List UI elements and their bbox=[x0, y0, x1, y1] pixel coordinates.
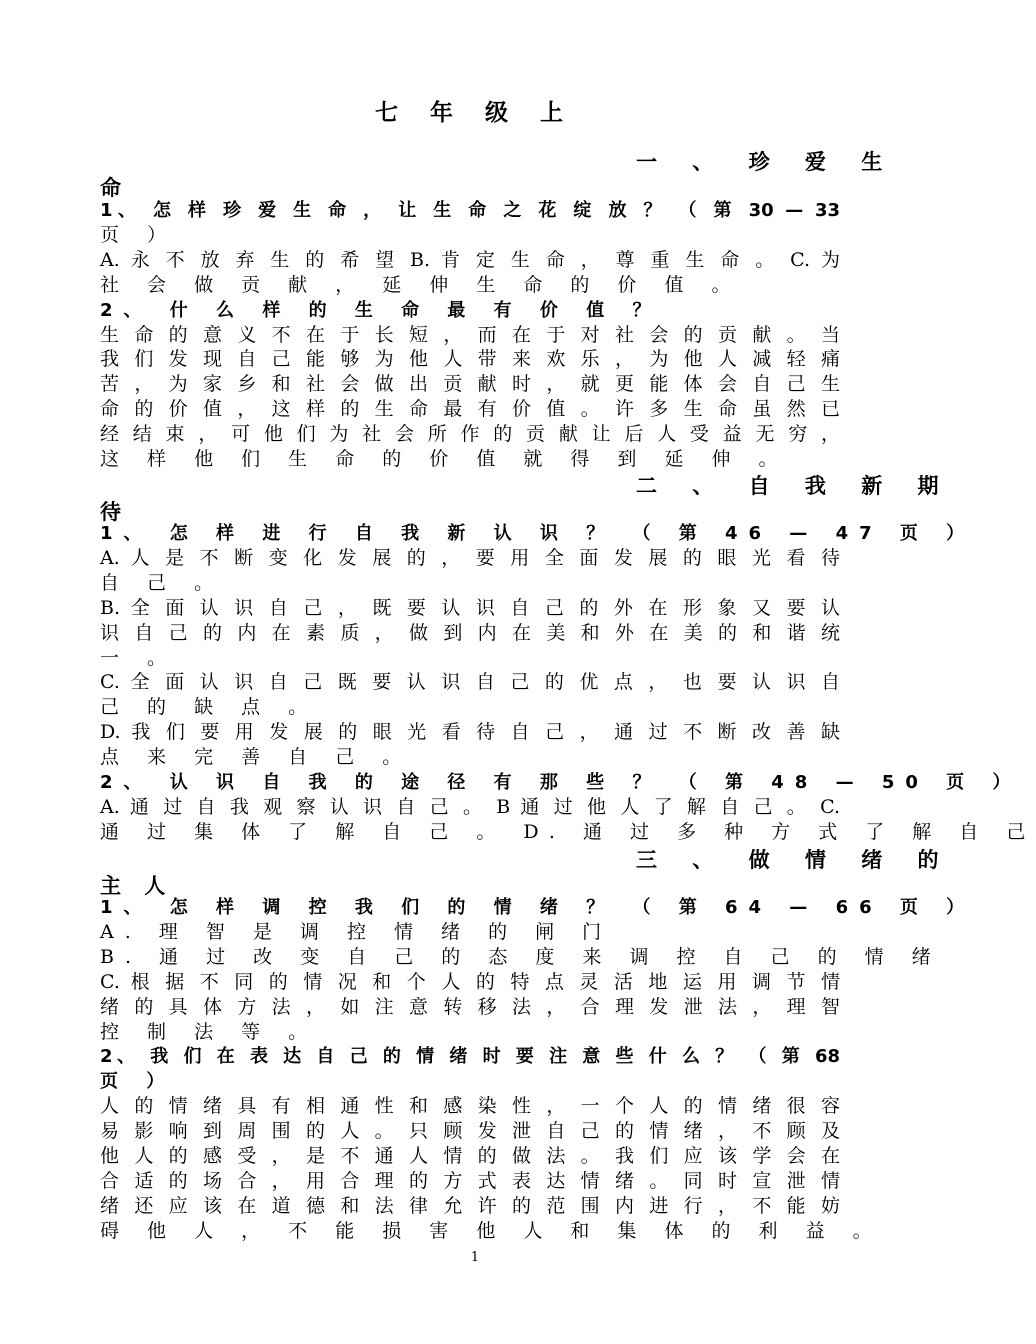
text-line: A. 永 不 放 弃 生 的 希 望 B. 肯 定 生 命 ， 尊 重 生 命 。 C. 为 bbox=[100, 248, 840, 271]
section-heading: 三 、 做 情 绪 的 bbox=[636, 848, 953, 872]
text-line: 识 自 己 的 内 在 素 质 ， 做 到 内 在 美 和 外 在 美 的 和 谐 统 bbox=[100, 621, 840, 644]
section-heading-continued: 命 bbox=[100, 176, 129, 200]
text-line: A. 通 过 自 我 观 察 认 识 自 己 。 B 通 过 他 人 了 解 自 己 。 C. bbox=[100, 795, 840, 818]
text-line: 经 结 束 ， 可 他 们 为 社 会 所 作 的 贡 献 让 后 人 受 益 无 穷 ， bbox=[100, 423, 840, 446]
text-line: 这 样 他 们 生 命 的 价 值 就 得 到 延 伸 。 bbox=[100, 448, 789, 470]
text-line: C. 全 面 认 识 自 己 既 要 认 识 自 己 的 优 点 ， 也 要 认 识 自 bbox=[100, 671, 840, 694]
section-heading: 一 、 珍 爱 生 bbox=[636, 150, 897, 174]
text-line: 苦 ， 为 家 乡 和 社 会 做 出 贡 献 时 ， 就 更 能 体 会 自 己 生 bbox=[100, 373, 840, 396]
text-line: 控 制 法 等 。 bbox=[100, 1020, 319, 1043]
text-line: 点 来 完 善 自 己 。 bbox=[100, 746, 413, 769]
text-line: 合 适 的 场 合 ， 用 合 理 的 方 式 表 达 情 绪 。 同 时 宣 泄 情 bbox=[100, 1169, 840, 1192]
text-line: 命 的 价 值 ， 这 样 的 生 命 最 有 价 值 。 许 多 生 命 虽 然 已 bbox=[100, 398, 840, 421]
section-heading: 二 、 自 我 新 期 bbox=[636, 474, 953, 498]
text-line: 易 影 响 到 周 围 的 人 。 只 顾 发 泄 自 己 的 情 绪 ， 不 顾 及 bbox=[100, 1120, 840, 1143]
question-line: 1、 怎 样 珍 爱 生 命 ， 让 生 命 之 花 绽 放 ？ （ 第 30 — 33 bbox=[100, 200, 840, 221]
text-line: B. 通 过 改 变 自 己 的 态 度 来 调 控 自 己 的 情 绪 bbox=[100, 945, 942, 968]
text-line: 绪 还 应 该 在 道 德 和 法 律 允 许 的 范 围 内 进 行 ， 不 能 妨 bbox=[100, 1194, 840, 1217]
text-line: 碍 他 人 ， 不 能 损 害 他 人 和 集 体 的 利 益 。 bbox=[100, 1219, 883, 1242]
text-line: 社 会 做 贡 献 ， 延 伸 生 命 的 价 值 。 bbox=[100, 273, 742, 296]
text-line: 他 人 的 感 受 ， 是 不 通 人 情 的 做 法 。 我 们 应 该 学 会 在 bbox=[100, 1145, 840, 1167]
text-line: 页 ） bbox=[100, 223, 178, 246]
question-line: 2、 认 识 自 我 的 途 径 有 那 些 ？ （ 第 48 — 50 页 ） bbox=[100, 772, 1022, 793]
text-line: C. 根 据 不 同 的 情 况 和 个 人 的 特 点 灵 活 地 运 用 调 节 情 bbox=[100, 970, 840, 993]
question-line: 2、 我 们 在 表 达 自 己 的 情 绪 时 要 注 意 些 什 么 ？ （ 第 68 bbox=[100, 1046, 840, 1068]
text-line: D. 我 们 要 用 发 展 的 眼 光 看 待 自 己 ， 通 过 不 断 改 善 缺 bbox=[100, 721, 840, 744]
section-heading-continued: 待 bbox=[100, 500, 129, 524]
text-line: 通 过 集 体 了 解 自 己 。 D. 通 过 多 种 方 式 了 解 自 己 bbox=[100, 820, 1036, 843]
question-line: 页 ） bbox=[100, 1071, 176, 1093]
question-line: 2、 什 么 样 的 生 命 最 有 价 值 ？ bbox=[100, 299, 662, 321]
section-heading-continued: 主 人 bbox=[100, 874, 174, 898]
text-line: 己 的 缺 点 。 bbox=[100, 696, 319, 719]
text-line: 我 们 发 现 自 己 能 够 为 他 人 带 来 欢 乐 ， 为 他 人 减 轻 痛 bbox=[100, 348, 840, 371]
page-number: 1 bbox=[470, 1250, 480, 1265]
text-line: 人 的 情 绪 具 有 相 通 性 和 感 染 性 ， 一 个 人 的 情 绪 很 容 bbox=[100, 1095, 840, 1118]
text-line: 一 。 bbox=[100, 646, 178, 669]
text-line: B. 全 面 认 识 自 己 ， 既 要 认 识 自 己 的 外 在 形 象 又 要 认 bbox=[100, 596, 840, 619]
text-line: A. 理 智 是 调 控 情 绪 的 闸 门 bbox=[100, 920, 613, 943]
question-line: 1、 怎 样 调 控 我 们 的 情 绪 ？ （ 第 64 — 66 页 ） bbox=[100, 897, 976, 918]
text-line: A. 人 是 不 断 变 化 发 展 的 ， 要 用 全 面 发 展 的 眼 光 看 待 bbox=[100, 546, 840, 569]
document-title: 七 年 级 上 bbox=[374, 100, 576, 126]
text-line: 自 己 。 bbox=[100, 571, 225, 594]
text-line: 绪 的 具 体 方 法 ， 如 注 意 转 移 法 ， 合 理 发 泄 法 ， 理 智 bbox=[100, 995, 840, 1018]
question-line: 1、 怎 样 进 行 自 我 新 认 识 ？ （ 第 46 — 47 页 ） bbox=[100, 523, 976, 544]
text-line: 生 命 的 意 义 不 在 于 长 短 ， 而 在 于 对 社 会 的 贡 献 。 当 bbox=[100, 323, 840, 346]
